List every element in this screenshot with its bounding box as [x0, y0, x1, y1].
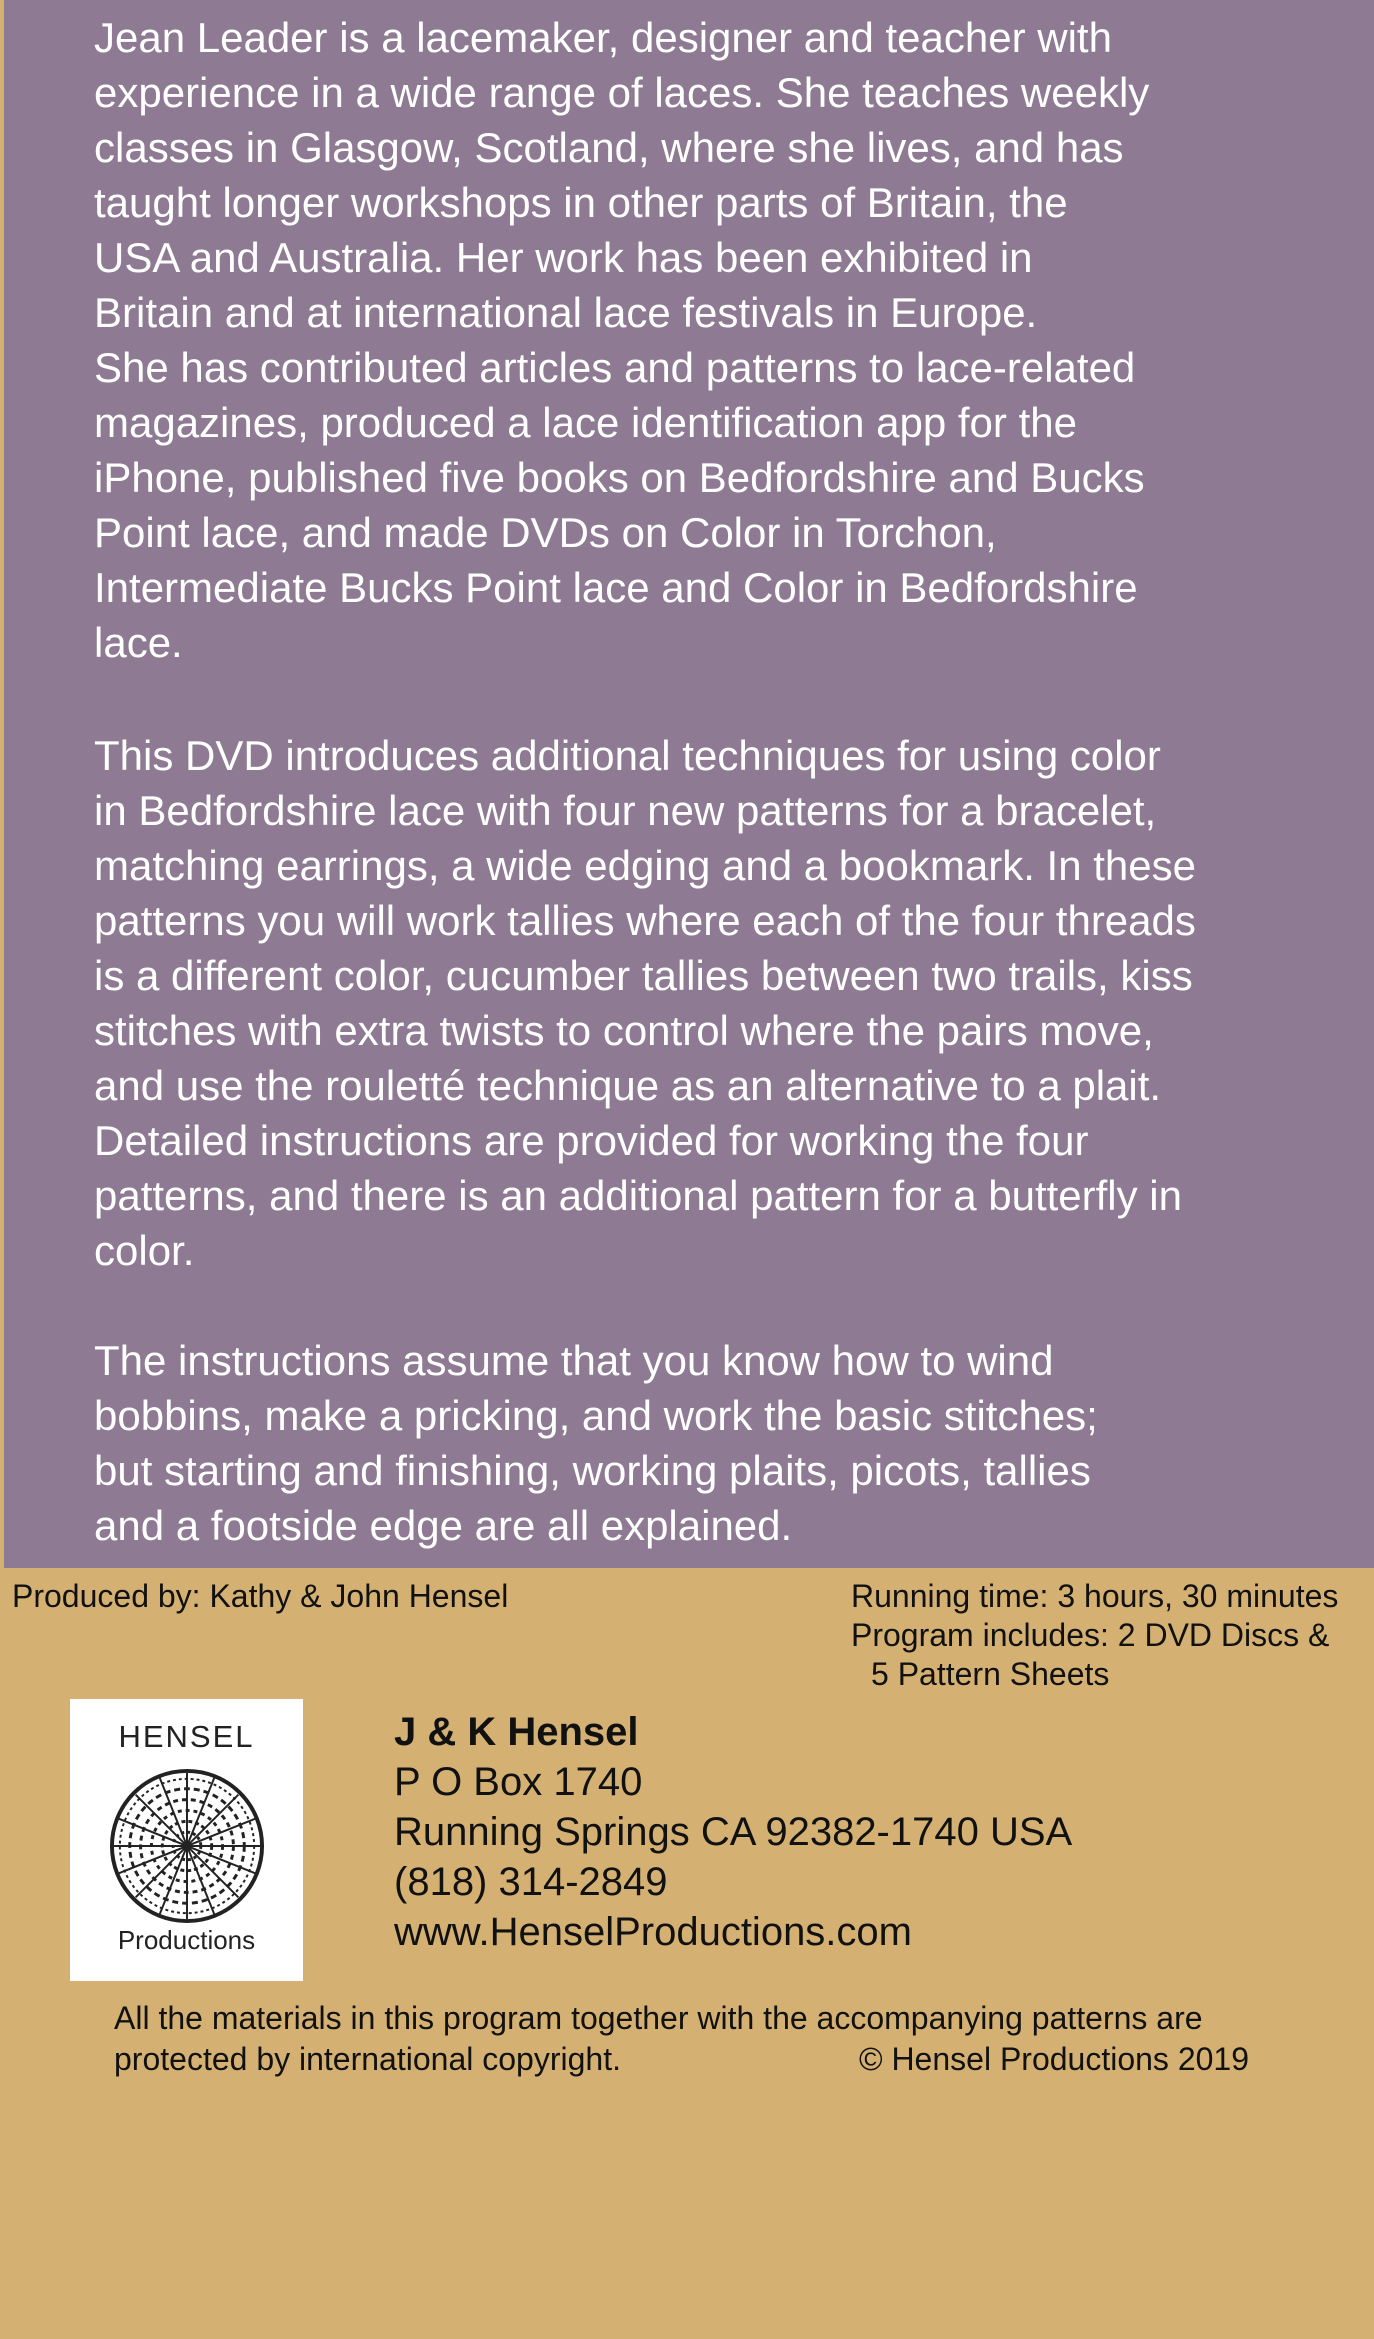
bio-line: USA and Australia. Her work has been exhibited in	[94, 234, 1033, 281]
produced-by: Produced by: Kathy & John Hensel	[12, 1578, 509, 1614]
description-line: is a different color, cucumber tallies between two trails, kiss	[94, 952, 1193, 999]
bio-line: Britain and at international lace festivals in Europe.	[94, 289, 1038, 336]
description-line: patterns, and there is an additional pattern for a butterfly in	[94, 1172, 1183, 1219]
bio-line: Point lace, and made DVDs on Color in Torchon,	[94, 509, 997, 556]
logo-bottom-text: Productions	[117, 1925, 256, 1955]
running-time: Running time: 3 hours, 30 minutes	[851, 1578, 1339, 1614]
description-line: and use the rouletté technique as an alternative to a plait.	[94, 1062, 1162, 1109]
phone-number: (818) 314-2849	[394, 1860, 668, 1904]
copyright-line: protected by international copyright.	[114, 2041, 621, 2077]
city-line: Running Springs CA 92382-1740 USA	[394, 1810, 1073, 1854]
bio-line: Intermediate Bucks Point lace and Color in Bedfordshire	[94, 564, 1138, 611]
bio-line: iPhone, published five books on Bedfordshire and Bucks	[94, 454, 1145, 501]
description-line: in Bedfordshire lace with four new patterns for a bracelet,	[94, 787, 1157, 834]
author-bio	[94, 10, 1364, 670]
dvd-description	[94, 728, 1364, 1278]
pattern-sheets: 5 Pattern Sheets	[871, 1656, 1110, 1692]
bio-line: She has contributed articles and patterns to lace-related	[94, 344, 1136, 391]
lace-roundel-icon	[108, 1767, 266, 1925]
copyright-notice	[114, 1998, 1249, 2080]
bio-line: taught longer workshops in other parts of Britain, the	[94, 179, 1068, 226]
hensel-logo	[70, 1699, 303, 1981]
website-link[interactable]: www.HenselProductions.com	[394, 1910, 912, 1954]
description-line: patterns you will work tallies where each of the four threads	[94, 897, 1196, 944]
bio-line: Jean Leader is a lacemaker, designer and teacher with	[94, 14, 1112, 61]
prerequisites-line: bobbins, make a pricking, and work the basic stitches;	[94, 1392, 1098, 1439]
description-line: Detailed instructions are provided for working the four	[94, 1117, 1089, 1164]
description-line: stitches with extra twists to control where the pairs move,	[94, 1007, 1154, 1054]
prerequisites-line: and a footside edge are all explained.	[94, 1502, 793, 1549]
contact-address	[394, 1707, 1072, 1957]
prerequisites-line: but starting and finishing, working plaits, picots, tallies	[94, 1447, 1091, 1494]
po-box: P O Box 1740	[394, 1760, 643, 1804]
copyright-line: All the materials in this program together with the accompanying patterns are	[114, 2000, 1203, 2036]
description-line: This DVD introduces additional techniques for using color	[94, 732, 1161, 779]
bio-line: classes in Glasgow, Scotland, where she lives, and has	[94, 124, 1124, 171]
description-line: matching earrings, a wide edging and a bookmark. In these	[94, 842, 1196, 889]
description-line: color.	[94, 1227, 195, 1274]
prerequisites-note	[94, 1333, 1364, 1553]
bio-line: lace.	[94, 619, 183, 666]
bio-line: magazines, produced a lace identification app for the	[94, 399, 1077, 446]
copyright-holder: © Hensel Productions 2019	[858, 2041, 1249, 2077]
company-name: J & K Hensel	[394, 1710, 639, 1754]
logo-top-text: HENSEL	[118, 1719, 255, 1754]
program-info	[851, 1577, 1338, 1694]
bio-line: experience in a wide range of laces. She teaches weekly	[94, 69, 1150, 116]
prerequisites-line: The instructions assume that you know how to wind	[94, 1337, 1054, 1384]
program-includes: Program includes: 2 DVD Discs &	[851, 1617, 1330, 1653]
